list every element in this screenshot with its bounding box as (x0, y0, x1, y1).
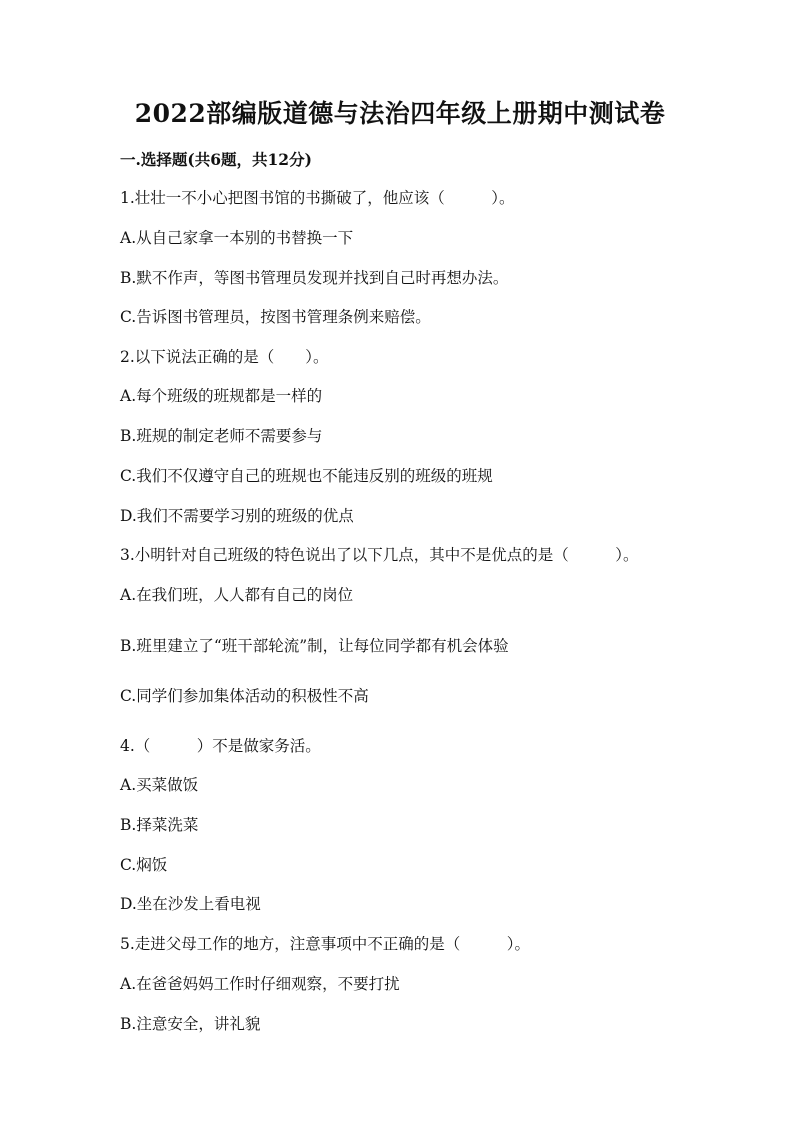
q1-option-b: B.默不作声，等图书管理员发现并找到自己时再想办法。 (120, 269, 509, 287)
question-1: 1.壮壮一不小心把图书馆的书撕破了，他应该（ ）。 (120, 189, 515, 207)
q2-option-d: D.我们不需要学习别的班级的优点 (120, 507, 354, 525)
q1-option-a: A.从自己家拿一本别的书替换一下 (120, 229, 354, 247)
q2-option-b: B.班规的制定老师不需要参与 (120, 427, 323, 445)
question-4: 4.（ ）不是做家务活。 (120, 737, 321, 755)
question-2: 2.以下说法正确的是（ ）。 (120, 348, 329, 366)
q4-option-d: D.坐在沙发上看电视 (120, 895, 261, 913)
q2-option-c: C.我们不仅遵守自己的班规也不能违反别的班级的班规 (120, 467, 493, 485)
q3-option-a: A.在我们班，人人都有自己的岗位 (120, 586, 354, 604)
section-heading: 一.选择题(共6题，共12分) (120, 150, 312, 169)
q3-option-c: C.同学们参加集体活动的积极性不高 (120, 687, 369, 705)
q2-option-a: A.每个班级的班规都是一样的 (120, 387, 323, 405)
q5-option-a: A.在爸爸妈妈工作时仔细观察，不要打扰 (120, 975, 400, 993)
q4-option-c: C.焖饭 (120, 856, 168, 874)
question-3: 3.小明针对自己班级的特色说出了以下几点，其中不是优点的是（ ）。 (120, 546, 639, 564)
q5-option-b: B.注意安全，讲礼貌 (120, 1015, 261, 1033)
q3-option-b: B.班里建立了“班干部轮流”制，让每位同学都有机会体验 (120, 637, 509, 655)
page-title: 2022部编版道德与法治四年级上册期中测试卷 (134, 99, 666, 128)
q4-option-b: B.择菜洗菜 (120, 816, 199, 834)
q1-option-c: C.告诉图书管理员，按图书管理条例来赔偿。 (120, 308, 431, 326)
q4-option-a: A.买菜做饭 (120, 776, 199, 794)
question-5: 5.走进父母工作的地方，注意事项中不正确的是（ ）。 (120, 935, 531, 953)
